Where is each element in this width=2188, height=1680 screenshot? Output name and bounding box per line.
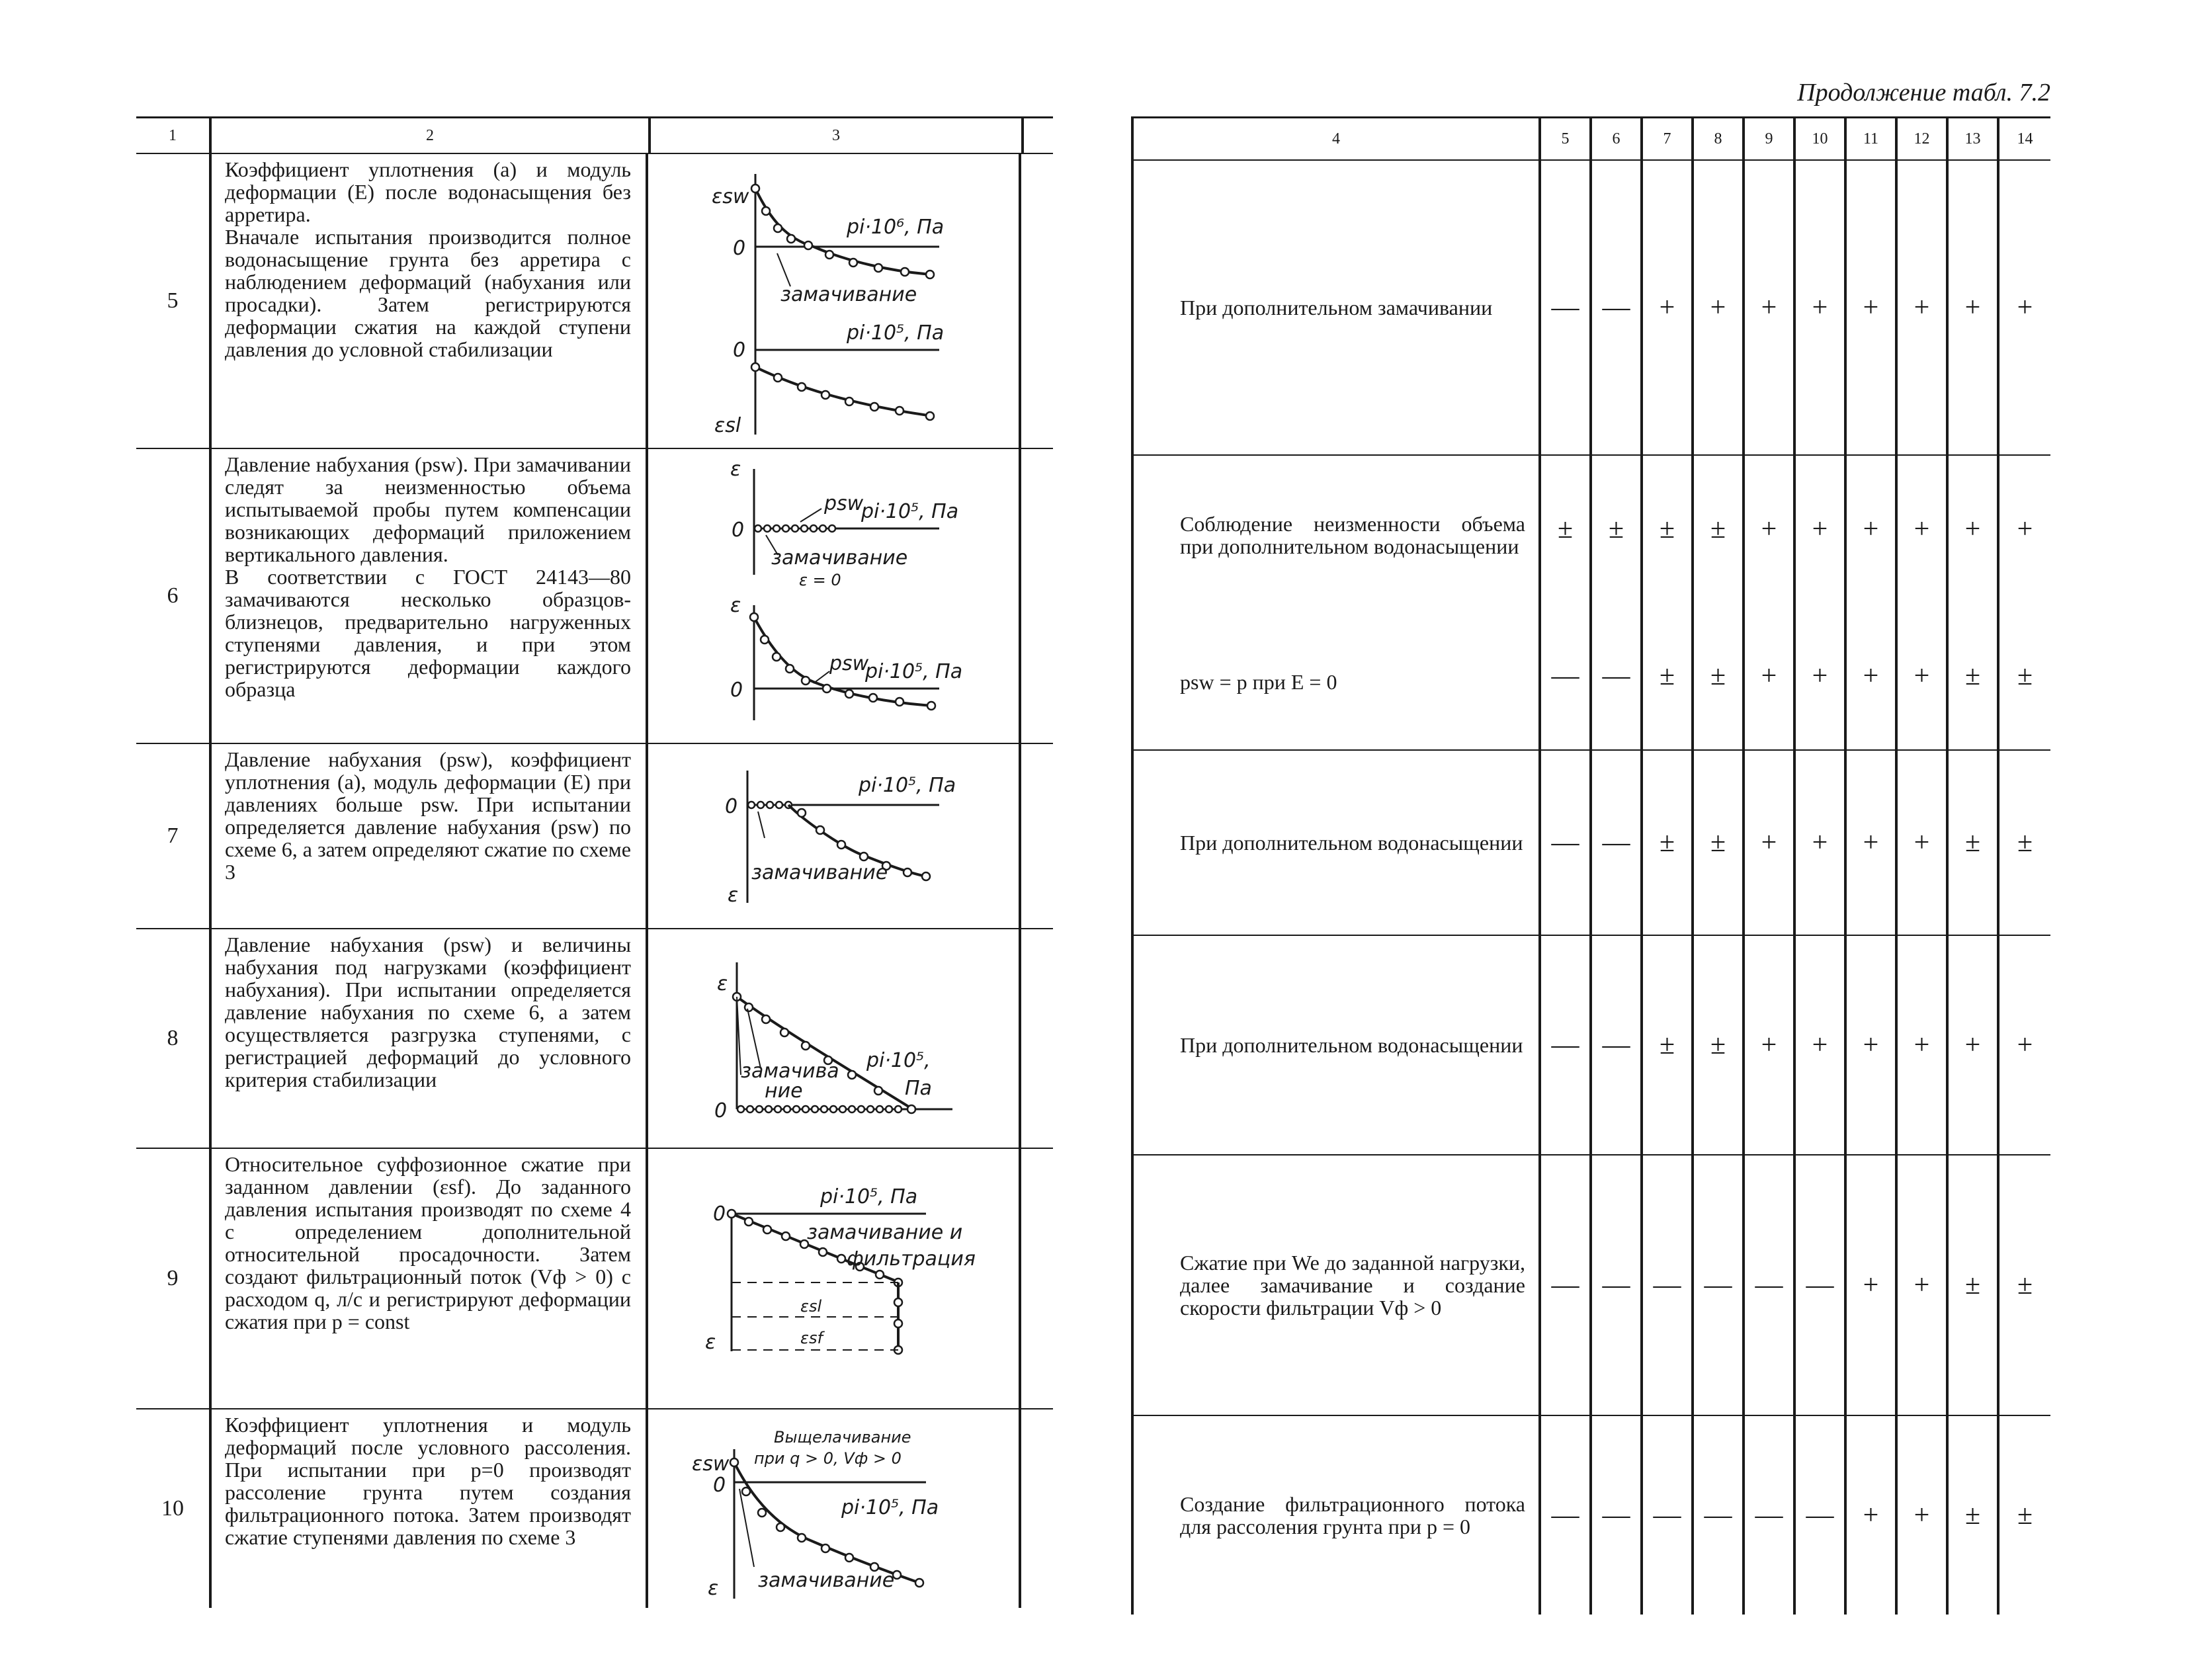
mark-cell-col-9	[1745, 456, 1796, 749]
mark-cell-col-9	[1745, 751, 1796, 935]
mark-symbol: —	[1551, 1500, 1579, 1531]
mark-cell-col-6	[1592, 1416, 1643, 1615]
description-paragraph: Давление набухания (psw). При замачивании следят за неизменностью объема испытываемой пробы путем компенсации возникающих деформаций приложением вертикального давления.	[225, 452, 631, 566]
row-description	[212, 1149, 648, 1408]
mark-symbol: —	[1755, 1500, 1783, 1531]
mark-cell-col-9	[1745, 161, 1796, 454]
diagram-label: 0	[713, 1202, 726, 1226]
mark-cell-col-11	[1847, 936, 1898, 1154]
row-condition	[1131, 456, 1541, 749]
mark-cell-col-11	[1847, 456, 1898, 749]
mark-symbol: +	[1863, 292, 1879, 323]
row-description	[212, 1409, 648, 1608]
diagram-label: pi·10⁵, Па	[820, 1185, 918, 1208]
diagram-label: замачивание	[771, 546, 908, 569]
diagram-label: замачивание	[780, 283, 917, 306]
diagram-label: 0	[733, 339, 746, 362]
mark-symbol: ±	[2017, 1270, 2033, 1300]
diagram-label: 0	[713, 1474, 726, 1497]
diagram-label: 0	[730, 679, 743, 702]
mark-symbol: +	[1761, 661, 1777, 691]
mark-symbol: —	[1806, 1270, 1834, 1300]
row-diagram	[648, 1149, 1021, 1408]
table-row-9	[136, 1149, 1053, 1409]
mark-symbol: +	[1761, 292, 1777, 323]
mark-symbol: ±	[2017, 827, 2033, 858]
header-col-13: 13	[1949, 118, 1999, 159]
mark-cell-col-6	[1592, 1155, 1643, 1415]
mark-cell-col-7	[1643, 1155, 1694, 1415]
header-col-8: 8	[1694, 118, 1745, 159]
diagram-5	[648, 154, 1019, 448]
mark-cell-col-12	[1898, 1155, 1949, 1415]
right-table	[1131, 116, 2050, 1615]
mark-cell-col-11	[1847, 161, 1898, 454]
diagram-label: 0	[733, 237, 746, 260]
diagram-label: замачива	[741, 1060, 839, 1083]
mark-cell-col-10	[1796, 456, 1847, 749]
mark-cell-col-8	[1694, 936, 1745, 1154]
row-diagram	[648, 449, 1021, 743]
diagram-10	[648, 1409, 1019, 1608]
row-number: 10	[136, 1409, 212, 1608]
mark-symbol: —	[1602, 1500, 1630, 1531]
row-number: 5	[136, 154, 212, 448]
header-col-12: 12	[1898, 118, 1949, 159]
condition-text: Создание фильтрационного потока для рассоления грунта при p = 0	[1180, 1492, 1525, 1538]
diagram-label: фильтрация	[847, 1247, 976, 1271]
mark-cell-col-14	[1999, 1155, 2050, 1415]
condition-text: psw = p при E = 0	[1180, 669, 1337, 694]
table-row-8	[136, 929, 1053, 1149]
mark-cell-col-13	[1949, 1155, 1999, 1415]
mark-cell-col-10	[1796, 1416, 1847, 1615]
mark-cell-col-7	[1643, 936, 1694, 1154]
row-number: 8	[136, 929, 212, 1148]
table-row-5	[1131, 161, 2050, 456]
description-paragraph: Относительное суффозионное сжатие при заданном давлении (εsf). До заданного давления испытания производят по схеме 4 с определением дополнительной относительной просадочности. Затем создают фильтрационный поток (Vф > 0) с расходом q, л/с и регистрируют деформации сжатия при p = const	[225, 1152, 631, 1333]
diagram-label: εsw	[692, 1452, 730, 1476]
mark-cell-col-5	[1541, 1416, 1592, 1615]
row-diagram	[648, 929, 1021, 1148]
mark-cell-col-11	[1847, 751, 1898, 935]
mark-symbol: +	[1761, 827, 1777, 858]
condition-text: При дополнительном водонасыщении	[1180, 1033, 1523, 1057]
diagram-label: ние	[765, 1079, 803, 1103]
mark-cell-col-7	[1643, 456, 1694, 749]
mark-cell-col-5	[1541, 456, 1592, 749]
mark-symbol: —	[1602, 661, 1630, 691]
row-condition	[1131, 936, 1541, 1154]
header-col-1: 1	[136, 118, 212, 153]
mark-cell-col-8	[1694, 751, 1745, 935]
mark-cell-col-8	[1694, 1155, 1745, 1415]
mark-symbol: —	[1653, 1270, 1681, 1300]
mark-symbol: —	[1551, 1270, 1579, 1300]
header-col-3: 3	[651, 118, 1024, 153]
mark-cell-col-11	[1847, 1416, 1898, 1615]
row-condition	[1131, 161, 1541, 454]
condition-text: Соблюдение неизменности объема при дополнительном водонасыщении	[1180, 511, 1525, 558]
mark-symbol: +	[1659, 292, 1675, 323]
row-description	[212, 744, 648, 928]
mark-symbol: ±	[1710, 514, 1726, 544]
mark-cell-col-6	[1592, 751, 1643, 935]
diagram-label: pi·10⁵, Па	[841, 1496, 939, 1519]
mark-symbol: —	[1602, 292, 1630, 323]
row-condition	[1131, 751, 1541, 935]
mark-symbol: +	[1964, 514, 1981, 544]
mark-symbol: +	[1812, 1030, 1828, 1060]
table-row-10	[136, 1409, 1053, 1608]
header-col-14: 14	[2017, 130, 2033, 147]
diagram-7	[648, 744, 1019, 928]
diagram-label: Выщелачивание	[774, 1428, 911, 1447]
diagram-9	[648, 1149, 1019, 1408]
mark-symbol: ±	[1659, 661, 1675, 691]
mark-symbol: +	[1964, 292, 1981, 323]
condition-text: Сжатие при We до заданной нагрузки, далее замачивание и создание скорости фильтрации Vф > 0	[1180, 1251, 1525, 1320]
mark-cell-col-6	[1592, 936, 1643, 1154]
diagram-label: εsl	[714, 414, 741, 437]
left-table-header	[136, 118, 1053, 154]
mark-symbol: +	[1761, 514, 1777, 544]
mark-symbol: ±	[1557, 514, 1574, 544]
row-condition	[1131, 1155, 1541, 1415]
diagram-label: pi·10⁵, Па	[865, 660, 963, 683]
row-description	[212, 449, 648, 743]
mark-symbol: ±	[1659, 514, 1675, 544]
mark-symbol: ±	[1964, 1270, 1981, 1300]
mark-symbol: +	[1812, 827, 1828, 858]
header-col-5: 5	[1541, 118, 1592, 159]
diagram-label: 0	[732, 519, 745, 542]
mark-symbol: +	[1863, 1030, 1879, 1060]
mark-cell-col-7	[1643, 1416, 1694, 1615]
diagram-label: ε	[730, 594, 741, 617]
diagram-label: ε	[730, 458, 741, 481]
header-col-4: 4	[1131, 118, 1541, 159]
row-condition	[1131, 1416, 1541, 1615]
table-row-5	[136, 154, 1053, 449]
right-table-header	[1131, 118, 2050, 161]
header-col-2: 2	[212, 118, 651, 153]
mark-symbol: +	[2017, 514, 2033, 544]
right-table-body	[1131, 161, 2050, 1615]
mark-symbol: ±	[2017, 661, 2033, 691]
mark-symbol: ±	[1964, 661, 1981, 691]
description-paragraph: Давление набухания (psw) и величины набухания под нагрузками (коэффициент набухания). При испытании определяется давление набухания по схеме 6, а затем осуществляется разгрузка ступенями, с регистрацией деформаций до условного критерия стабилизации	[225, 933, 631, 1091]
mark-cell-col-7	[1643, 751, 1694, 935]
mark-symbol: ±	[1659, 827, 1675, 858]
mark-cell-col-14	[1999, 456, 2050, 749]
mark-cell-col-13	[1949, 1416, 1999, 1615]
row-diagram	[648, 1409, 1021, 1608]
mark-cell-col-6	[1592, 161, 1643, 454]
diagram-label: замачивание	[758, 1569, 895, 1592]
mark-cell-col-14	[1999, 936, 2050, 1154]
diagram-label: εsw	[712, 185, 749, 208]
row-diagram	[648, 154, 1021, 448]
mark-symbol: —	[1602, 1270, 1630, 1300]
mark-symbol: +	[1914, 661, 1930, 691]
mark-cell-col-8	[1694, 456, 1745, 749]
mark-symbol: +	[2017, 292, 2033, 323]
diagram-label: ε	[708, 1577, 719, 1600]
mark-cell-col-13	[1949, 936, 1999, 1154]
mark-cell-col-12	[1898, 936, 1949, 1154]
diagram-8	[648, 929, 1019, 1148]
header-col-11: 11	[1847, 118, 1898, 159]
left-table	[136, 116, 1053, 1608]
mark-cell-col-10	[1796, 161, 1847, 454]
description-paragraph: Вначале испытания производится полное водонасыщение грунта без арретира с наблюдением деформаций (набухания или просадки). Затем регистрируются деформации сжатия на каждой ступени давления до условной стабилизации	[225, 225, 631, 361]
diagram-label: pi·10⁵, Па	[847, 321, 945, 345]
mark-symbol: +	[1914, 1030, 1930, 1060]
diagram-6	[648, 449, 1019, 743]
mark-symbol: —	[1602, 827, 1630, 858]
diagram-label: pi·10⁵,	[866, 1049, 931, 1072]
mark-symbol: ±	[1659, 1030, 1675, 1060]
header-col-9: 9	[1745, 118, 1796, 159]
diagram-label: psw	[829, 652, 869, 675]
table-row-9	[1131, 1155, 2050, 1416]
mark-cell-col-8	[1694, 1416, 1745, 1615]
mark-cell-col-10	[1796, 936, 1847, 1154]
description-paragraph: Коэффициент уплотнения (a) и модуль деформации (E) после водонасыщения без арретира.	[225, 157, 631, 226]
row-description	[212, 154, 648, 448]
mark-cell-col-13	[1949, 456, 1999, 749]
diagram-label: Па	[905, 1077, 932, 1100]
mark-cell-col-11	[1847, 1155, 1898, 1415]
mark-symbol: ±	[1710, 827, 1726, 858]
mark-symbol: —	[1653, 1500, 1681, 1531]
mark-cell-col-13	[1949, 161, 1999, 454]
mark-symbol: ±	[1710, 1030, 1726, 1060]
mark-symbol: +	[1863, 661, 1879, 691]
header-col-7: 7	[1643, 118, 1694, 159]
mark-cell-col-14	[1999, 751, 2050, 935]
mark-symbol: +	[1914, 292, 1930, 323]
mark-symbol: —	[1551, 1030, 1579, 1060]
diagram-label: psw	[824, 492, 864, 515]
mark-cell-col-14	[1999, 161, 2050, 454]
row-number: 6	[136, 449, 212, 743]
mark-cell-col-9	[1745, 1416, 1796, 1615]
diagram-label: εsl	[800, 1297, 822, 1316]
diagram-label: ε	[717, 972, 728, 995]
diagram-label: 0	[725, 795, 738, 818]
description-paragraph: В соответствии с ГОСТ 24143—80 замачиваются несколько образцов-близнецов, предварительно нагруженных ступенями давления, и при этом регистрируются деформации каждого образца	[225, 565, 631, 701]
mark-cell-col-12	[1898, 456, 1949, 749]
mark-symbol: +	[1914, 1500, 1930, 1531]
mark-symbol: +	[1914, 514, 1930, 544]
mark-cell-col-5	[1541, 161, 1592, 454]
mark-symbol: ±	[1964, 1500, 1981, 1531]
diagram-label: pi·10⁵, Па	[861, 500, 959, 523]
header-col-10: 10	[1796, 118, 1847, 159]
table-row-7	[1131, 751, 2050, 936]
mark-symbol: —	[1551, 661, 1579, 691]
mark-symbol: —	[1806, 1500, 1834, 1531]
mark-symbol: +	[1914, 1270, 1930, 1300]
mark-symbol: ±	[1964, 827, 1981, 858]
mark-cell-col-12	[1898, 751, 1949, 935]
mark-symbol: +	[1863, 827, 1879, 858]
mark-cell-col-8	[1694, 161, 1745, 454]
mark-cell-col-12	[1898, 161, 1949, 454]
mark-cell-col-6	[1592, 456, 1643, 749]
description-paragraph: Коэффициент уплотнения и модуль деформаций после условного рассоления. При испытании при p=0 производят рассоление грунта путем создания фильтрационного потока. Затем производят сжатие ступенями давления по схеме 3	[225, 1413, 631, 1549]
diagram-label: 0	[714, 1099, 728, 1122]
mark-symbol: +	[1812, 661, 1828, 691]
mark-cell-col-5	[1541, 1155, 1592, 1415]
table-row-6	[136, 449, 1053, 744]
mark-cell-col-10	[1796, 1155, 1847, 1415]
diagram-label: ε	[728, 884, 739, 907]
mark-cell-col-10	[1796, 751, 1847, 935]
mark-symbol: —	[1704, 1500, 1732, 1531]
mark-cell-col-5	[1541, 936, 1592, 1154]
diagram-label: ε = 0	[799, 571, 841, 589]
mark-cell-col-13	[1949, 751, 1999, 935]
table-caption: Продолжение табл. 7.2	[1797, 79, 2050, 106]
mark-symbol: +	[1914, 827, 1930, 858]
mark-symbol: ±	[1608, 514, 1624, 544]
mark-symbol: —	[1551, 827, 1579, 858]
table-row-6	[1131, 456, 2050, 751]
mark-cell-col-9	[1745, 1155, 1796, 1415]
mark-cell-col-5	[1541, 751, 1592, 935]
diagram-label: pi·10⁶, Па	[847, 216, 945, 239]
mark-symbol: +	[1812, 292, 1828, 323]
mark-symbol: +	[1812, 514, 1828, 544]
mark-symbol: ±	[2017, 1500, 2033, 1531]
table-row-7	[136, 744, 1053, 929]
mark-cell-col-12	[1898, 1416, 1949, 1615]
mark-symbol: +	[1863, 1270, 1879, 1300]
mark-cell-col-7	[1643, 161, 1694, 454]
mark-symbol: —	[1704, 1270, 1732, 1300]
diagram-label: замачивание и	[807, 1221, 963, 1244]
row-diagram	[648, 744, 1021, 928]
mark-symbol: +	[1710, 292, 1726, 323]
mark-cell-col-14	[1999, 1416, 2050, 1615]
table-row-10	[1131, 1416, 2050, 1615]
diagram-label: pi·10⁵, Па	[859, 774, 956, 797]
mark-symbol: +	[2017, 1030, 2033, 1060]
row-description	[212, 929, 648, 1148]
condition-text: При дополнительном замачивании	[1180, 296, 1493, 319]
description-paragraph: Давление набухания (psw), коэффициент уплотнения (a), модуль деформации (E) при давлениях больше psw. При испытании определяется давление набухания (psw) по схеме 6, а затем определяют сжатие по схеме 3	[225, 747, 631, 884]
header-col-6: 6	[1592, 118, 1643, 159]
mark-symbol: +	[1863, 514, 1879, 544]
diagram-label: ε	[705, 1331, 716, 1354]
mark-symbol: —	[1755, 1270, 1783, 1300]
mark-cell-col-9	[1745, 936, 1796, 1154]
table-row-8	[1131, 936, 2050, 1155]
row-number: 9	[136, 1149, 212, 1408]
diagram-label: при q > 0, Vф > 0	[754, 1449, 902, 1468]
condition-text: При дополнительном водонасыщении	[1180, 831, 1523, 855]
mark-symbol: —	[1551, 292, 1579, 323]
mark-symbol: +	[1964, 1030, 1981, 1060]
mark-symbol: —	[1602, 1030, 1630, 1060]
mark-symbol: +	[1761, 1030, 1777, 1060]
mark-symbol: +	[1863, 1500, 1879, 1531]
diagram-label: замачивание	[751, 861, 888, 884]
mark-symbol: ±	[1710, 661, 1726, 691]
row-number: 7	[136, 744, 212, 928]
diagram-label: εsf	[800, 1329, 823, 1347]
